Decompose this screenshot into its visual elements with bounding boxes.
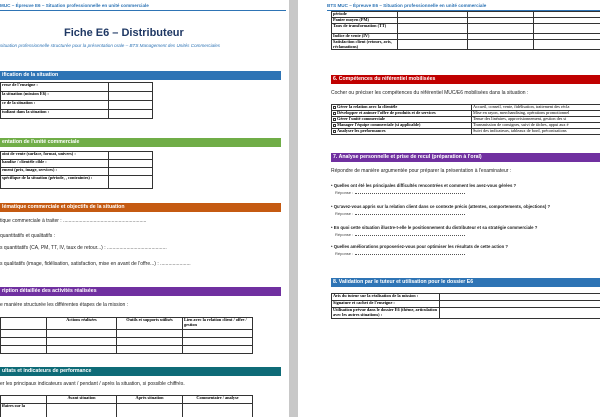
problematique-line: tique commerciale à traiter : ............................................................	[0, 218, 147, 224]
table-label: spécifique de la situation (période, , contraintes) :	[1, 176, 109, 189]
section-analyse-heading: 7. Analyse personnelle et prise de recul (préparation à l'oral)	[331, 153, 600, 162]
input-cell[interactable]	[534, 24, 600, 34]
table-label: la situation (mission E6) :	[1, 92, 109, 101]
table-label: Panier moyen (PM)	[332, 18, 398, 24]
input-cell[interactable]	[1, 346, 47, 354]
input-cell[interactable]	[117, 346, 183, 354]
results-intro: er les principaux indicateurs avant / pendant / après la situation, si possible chiffrés.	[0, 381, 185, 387]
section-identification-heading: ification de la situation	[0, 71, 281, 80]
table-label: tudiant dans la situation :	[1, 110, 109, 119]
section-problematique-heading: lématique commerciale et objectifs de la situation	[0, 203, 281, 212]
section-presentation-heading: entation de l'unité commerciale	[0, 138, 281, 147]
table-label: ffaires sur la	[1, 404, 47, 417]
input-cell[interactable]	[47, 330, 117, 338]
section-results-heading: ultats et indicateurs de performance	[0, 367, 281, 376]
answer-line[interactable]: Réponse :	[335, 232, 465, 237]
indicators-table-continued	[331, 11, 600, 50]
input-cell[interactable]	[398, 24, 468, 34]
table-label: Utilisation prévue dans le dossier E6 (thème, articulation avec les autres situations) :	[332, 308, 440, 319]
checkbox[interactable]	[333, 118, 336, 121]
document-title: Fiche E6 – Distributeur	[64, 27, 184, 39]
input-cell[interactable]	[1, 338, 47, 346]
page-header: MUC – Épreuve E6 – Situation professionnelle en unité commerciale	[0, 3, 149, 8]
checkbox[interactable]	[333, 106, 336, 109]
input-cell[interactable]	[183, 330, 253, 338]
table-label: handise / clientèle cible :	[1, 160, 109, 168]
input-cell[interactable]	[47, 338, 117, 346]
table-label: Taux de transformation (TT)	[332, 24, 398, 34]
input-cell[interactable]	[398, 40, 468, 50]
input-cell[interactable]	[468, 24, 534, 34]
column-header: Lien avec la relation client / offre / gestion	[183, 318, 253, 330]
competence-description: Suivi des indicateurs, tableaux de bord, préconisations	[472, 129, 600, 135]
table-label: Satisfaction client (retours, avis, réclamations)	[332, 40, 398, 50]
input-cell[interactable]	[47, 346, 117, 354]
input-cell[interactable]	[183, 338, 253, 346]
input-cell[interactable]	[109, 152, 153, 160]
table-label: oint de vente (surface, format, univers) :	[1, 152, 109, 160]
column-header: Actions réalisées	[47, 318, 117, 330]
competence-label: Manager l'équipe commerciale (si applicable)	[337, 122, 421, 127]
input-cell[interactable]	[183, 404, 253, 417]
answer-line[interactable]: Réponse :	[335, 190, 465, 195]
competence-description: Accueil, conseil, vente, fidélisation, traitement des récla	[472, 105, 600, 111]
page-gap	[289, 0, 298, 417]
analyse-question: • Quelles ont été les principales difficultés rencontrées et comment les avez-vous gérées ?	[331, 183, 517, 188]
right-page	[298, 0, 600, 417]
section-activities-heading: ription détaillée des activités réalisées	[0, 287, 281, 296]
input-cell[interactable]	[109, 168, 153, 176]
column-header: Avant situation	[47, 396, 117, 404]
header-rule	[0, 10, 286, 11]
input-cell[interactable]	[109, 101, 153, 110]
input-cell[interactable]	[117, 338, 183, 346]
analyse-question: • Quelles améliorations proposeriez-vous pour optimiser les résultats de cette action ?	[331, 244, 509, 249]
identification-table	[0, 82, 153, 119]
checkbox[interactable]	[333, 124, 336, 127]
input-cell[interactable]	[440, 301, 600, 308]
page-header: BTS MUC – Épreuve E6 – Situation professionnelle en unité commerciale	[327, 3, 487, 8]
table-label: ement (prix, image, services) :	[1, 168, 109, 176]
column-header	[1, 318, 47, 330]
input-cell[interactable]	[468, 40, 534, 50]
table-label: resse de l'enseigne :	[1, 83, 109, 92]
input-cell[interactable]	[109, 92, 153, 101]
analyse-question: • Qu'avez-vous appris sur la relation client dans ce contexte précis (attentes, comportements, objections) ?	[331, 204, 551, 209]
competences-table	[331, 104, 600, 135]
activities-table	[0, 317, 253, 354]
table-label: période	[332, 12, 398, 18]
input-cell[interactable]	[109, 176, 153, 189]
competence-description: Tenue des linéaires, approvisionnement, gestion des st	[472, 117, 600, 123]
column-header	[1, 396, 47, 404]
results-table	[0, 395, 253, 417]
competence-label: Développer et animer l'offre de produits et de services	[337, 110, 436, 115]
section-competences-heading: 6. Compétences du référentiel mobilisées	[331, 75, 600, 84]
table-label: Indice de vente (IV)	[332, 34, 398, 40]
objectives-line: quantitatifs et qualitatifs :	[0, 233, 56, 239]
input-cell[interactable]	[534, 40, 600, 50]
competence-label: Analyser les performances	[337, 128, 386, 133]
competences-intro: Cocher ou préciser les compétences du référentiel MUC/E6 mobilisées dans la situation :	[331, 90, 529, 96]
competence-description: Mise en rayon, merchandising, opérations promotionnel	[472, 111, 600, 117]
competence-description: Transmission de consignes, suivi de tâches, appui aux é	[472, 123, 600, 129]
table-label: Avis du tuteur sur la réalisation de la mission :	[332, 294, 440, 301]
analyse-intro: Répondre de manière argumentée pour préparer la présentation à l'examinateur :	[331, 168, 512, 174]
competence-label: Gérer la relation avec la clientèle	[337, 104, 398, 109]
table-label: Signature et cachet de l'enseigne :	[332, 301, 440, 308]
quantitative-objectives-line: s quantitatifs (CA, PM, TT, IV, taux de retour...) : ...........................................	[0, 245, 167, 251]
competence-item[interactable]	[332, 129, 472, 135]
input-cell[interactable]	[47, 404, 117, 417]
presentation-table	[0, 151, 153, 189]
competence-label: Gérer l'unité commerciale	[337, 116, 385, 121]
analyse-question: • En quoi cette situation illustre-t-elle le positionnement du distributeur et sa stratégie commerciale ?	[331, 225, 538, 230]
section-validation-heading: 8. Validation par le tuteur et utilisation pour le dossier E6	[331, 278, 600, 287]
column-header: Outils et supports utilisés	[117, 318, 183, 330]
answer-line[interactable]: Réponse :	[335, 251, 465, 256]
input-cell[interactable]	[109, 83, 153, 92]
answer-line[interactable]: Réponse :	[335, 211, 465, 216]
left-page	[0, 0, 289, 417]
column-header: Commentaire / analyse	[183, 396, 253, 404]
input-cell[interactable]	[109, 110, 153, 119]
table-label: ce de la situation :	[1, 101, 109, 110]
column-header: Après situation	[117, 396, 183, 404]
input-cell[interactable]	[117, 330, 183, 338]
input-cell[interactable]	[117, 404, 183, 417]
input-cell[interactable]	[1, 330, 47, 338]
input-cell[interactable]	[440, 294, 600, 301]
document-subtitle: situation professionnelle structurée pour la présentation orale – BTS Management des Unités Commerciales	[0, 43, 221, 48]
checkbox[interactable]	[333, 112, 336, 115]
input-cell[interactable]	[440, 308, 600, 319]
validation-table	[331, 293, 600, 319]
input-cell[interactable]	[183, 346, 253, 354]
activities-intro: e manière structurée les différentes étapes de la mission :	[0, 302, 129, 308]
input-cell[interactable]	[109, 160, 153, 168]
checkbox[interactable]	[333, 130, 336, 133]
qualitative-objectives-line: s qualitatifs (image, fidélisation, satisfaction, mise en avant de l'offre...) : ......................	[0, 261, 191, 267]
